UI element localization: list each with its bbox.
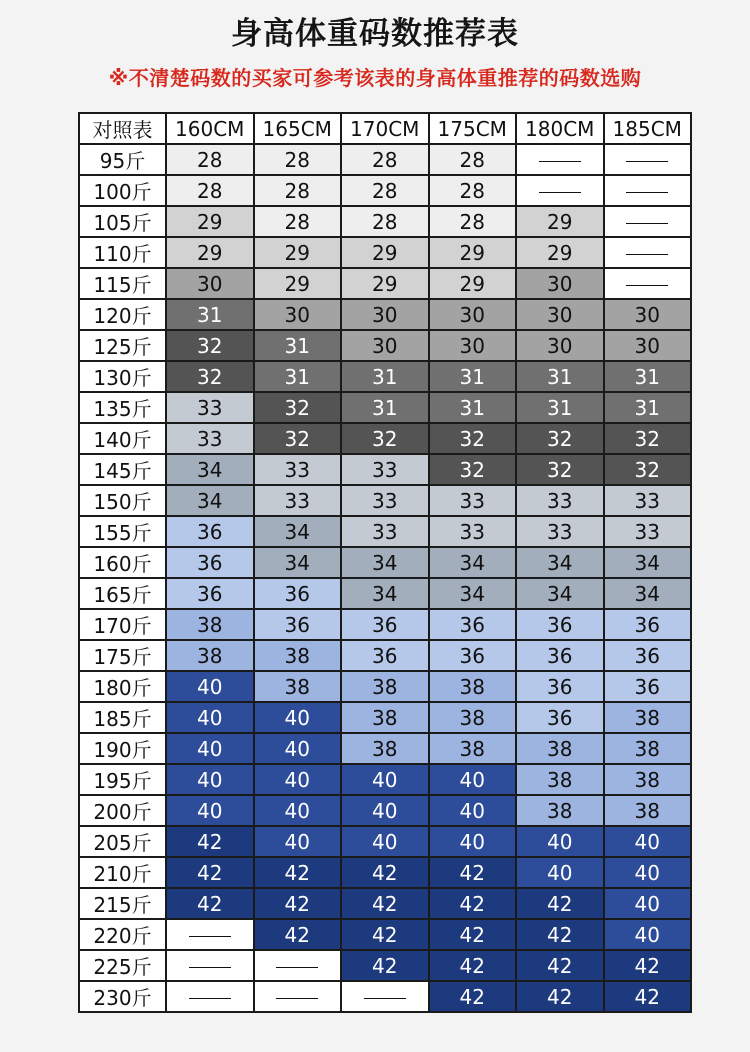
size-cell: 32 [254, 423, 342, 454]
table-row [79, 485, 691, 516]
size-cell: 42 [429, 888, 517, 919]
size-cell: 30 [516, 268, 604, 299]
size-cell: 29 [166, 237, 254, 268]
size-cell-empty [516, 175, 604, 206]
size-cell: 42 [429, 857, 517, 888]
size-cell: 42 [341, 888, 429, 919]
table-row [79, 733, 691, 764]
table-row [79, 547, 691, 578]
size-cell: 29 [429, 268, 517, 299]
table-row [79, 764, 691, 795]
size-cell: 30 [516, 299, 604, 330]
size-cell: 40 [254, 702, 342, 733]
size-cell: 38 [429, 733, 517, 764]
size-cell: 33 [516, 516, 604, 547]
size-cell: 28 [254, 206, 342, 237]
dash-placeholder [364, 998, 406, 999]
weight-row-label: 190斤 [79, 733, 166, 764]
size-cell: 38 [166, 609, 254, 640]
page-subtitle-note: ※不清楚码数的买家可参考该表的身高体重推荐的码数选购 [108, 66, 642, 90]
size-cell: 33 [516, 485, 604, 516]
table-body [79, 144, 691, 1012]
size-cell: 42 [429, 981, 517, 1012]
dash-placeholder [626, 285, 668, 286]
size-cell: 36 [516, 671, 604, 702]
size-cell: 40 [429, 764, 517, 795]
size-cell: 31 [254, 361, 342, 392]
weight-row-label: 185斤 [79, 702, 166, 733]
size-cell: 42 [254, 919, 342, 950]
size-cell: 30 [604, 330, 692, 361]
table-row [79, 640, 691, 671]
page-title: 身高体重码数推荐表 [231, 16, 519, 52]
size-cell: 36 [166, 547, 254, 578]
size-cell: 34 [429, 578, 517, 609]
size-cell: 34 [166, 454, 254, 485]
size-cell: 29 [166, 206, 254, 237]
size-cell: 40 [254, 795, 342, 826]
size-cell: 38 [341, 733, 429, 764]
weight-row-label: 215斤 [79, 888, 166, 919]
size-cell: 31 [429, 361, 517, 392]
size-cell: 42 [516, 981, 604, 1012]
dash-placeholder [539, 192, 581, 193]
weight-row-label: 195斤 [79, 764, 166, 795]
size-cell: 28 [341, 175, 429, 206]
dash-placeholder [276, 998, 318, 999]
table-row [79, 237, 691, 268]
weight-row-label: 120斤 [79, 299, 166, 330]
size-cell: 30 [429, 299, 517, 330]
size-cell-empty [516, 144, 604, 175]
size-cell: 33 [429, 516, 517, 547]
height-column-header: 180CM [516, 113, 604, 144]
size-cell: 28 [166, 144, 254, 175]
weight-row-label: 225斤 [79, 950, 166, 981]
size-cell: 38 [254, 671, 342, 702]
weight-row-label: 130斤 [79, 361, 166, 392]
size-cell: 36 [516, 609, 604, 640]
size-cell: 42 [429, 919, 517, 950]
table-row [79, 578, 691, 609]
table-row [79, 981, 691, 1012]
size-cell: 38 [166, 640, 254, 671]
weight-row-label: 170斤 [79, 609, 166, 640]
size-cell: 42 [254, 857, 342, 888]
size-cell: 38 [604, 764, 692, 795]
size-cell: 40 [166, 795, 254, 826]
size-cell: 42 [341, 950, 429, 981]
weight-row-label: 180斤 [79, 671, 166, 702]
size-cell: 36 [254, 609, 342, 640]
dash-placeholder [189, 967, 231, 968]
height-column-header: 185CM [604, 113, 692, 144]
weight-row-label: 160斤 [79, 547, 166, 578]
size-cell: 28 [254, 175, 342, 206]
dash-placeholder [626, 161, 668, 162]
size-cell: 30 [341, 299, 429, 330]
table-row [79, 516, 691, 547]
size-cell: 36 [166, 578, 254, 609]
weight-row-label: 110斤 [79, 237, 166, 268]
size-cell: 30 [166, 268, 254, 299]
size-cell: 42 [166, 888, 254, 919]
size-cell-empty [604, 144, 692, 175]
table-row [79, 392, 691, 423]
size-cell-empty [604, 268, 692, 299]
size-cell: 40 [341, 795, 429, 826]
table-row [79, 888, 691, 919]
size-cell-empty [341, 981, 429, 1012]
size-cell: 32 [604, 423, 692, 454]
size-cell: 38 [516, 764, 604, 795]
size-cell: 31 [516, 361, 604, 392]
size-cell: 42 [341, 857, 429, 888]
size-cell: 40 [516, 826, 604, 857]
size-cell: 34 [604, 578, 692, 609]
weight-row-label: 115斤 [79, 268, 166, 299]
weight-row-label: 125斤 [79, 330, 166, 361]
size-cell: 40 [166, 671, 254, 702]
table-corner-label: 对照表 [79, 113, 166, 144]
size-cell: 33 [341, 485, 429, 516]
size-cell: 38 [604, 795, 692, 826]
size-cell: 34 [341, 547, 429, 578]
size-cell: 36 [254, 578, 342, 609]
weight-row-label: 155斤 [79, 516, 166, 547]
size-cell: 29 [341, 268, 429, 299]
size-cell: 38 [604, 733, 692, 764]
size-cell: 32 [166, 361, 254, 392]
size-cell: 29 [254, 237, 342, 268]
size-cell: 31 [429, 392, 517, 423]
size-cell: 38 [429, 671, 517, 702]
size-cell: 31 [604, 361, 692, 392]
size-cell: 36 [429, 609, 517, 640]
size-cell: 42 [341, 919, 429, 950]
size-cell: 34 [166, 485, 254, 516]
size-cell: 36 [604, 671, 692, 702]
size-cell: 33 [166, 423, 254, 454]
size-cell: 34 [604, 547, 692, 578]
size-cell: 33 [254, 485, 342, 516]
size-cell: 33 [341, 516, 429, 547]
size-cell: 28 [341, 144, 429, 175]
size-cell: 30 [341, 330, 429, 361]
table-row [79, 299, 691, 330]
size-cell: 42 [166, 826, 254, 857]
weight-row-label: 135斤 [79, 392, 166, 423]
size-cell: 40 [429, 795, 517, 826]
size-recommendation-table [78, 112, 692, 1013]
size-cell: 40 [254, 764, 342, 795]
table-row [79, 826, 691, 857]
table-row [79, 423, 691, 454]
size-cell: 42 [516, 888, 604, 919]
size-cell: 28 [429, 206, 517, 237]
size-cell-empty [166, 919, 254, 950]
size-cell: 30 [604, 299, 692, 330]
size-cell: 42 [604, 950, 692, 981]
size-cell: 29 [429, 237, 517, 268]
size-cell: 33 [604, 485, 692, 516]
size-cell: 38 [429, 702, 517, 733]
size-cell: 40 [604, 919, 692, 950]
size-cell: 29 [516, 206, 604, 237]
size-cell: 31 [166, 299, 254, 330]
table-row [79, 919, 691, 950]
size-cell: 29 [516, 237, 604, 268]
weight-row-label: 230斤 [79, 981, 166, 1012]
size-cell: 40 [166, 733, 254, 764]
size-cell: 33 [254, 454, 342, 485]
size-cell: 36 [604, 609, 692, 640]
table-row [79, 795, 691, 826]
size-cell: 31 [516, 392, 604, 423]
size-cell: 38 [516, 733, 604, 764]
table-row [79, 671, 691, 702]
size-cell: 40 [516, 857, 604, 888]
size-cell: 29 [254, 268, 342, 299]
size-cell: 36 [516, 640, 604, 671]
table-row [79, 857, 691, 888]
size-cell: 36 [516, 702, 604, 733]
size-cell: 38 [516, 795, 604, 826]
weight-row-label: 95斤 [79, 144, 166, 175]
weight-row-label: 220斤 [79, 919, 166, 950]
weight-row-label: 105斤 [79, 206, 166, 237]
size-cell-empty [254, 981, 342, 1012]
size-cell: 32 [254, 392, 342, 423]
size-cell: 28 [341, 206, 429, 237]
size-cell: 29 [341, 237, 429, 268]
size-cell: 32 [429, 423, 517, 454]
height-column-header: 170CM [341, 113, 429, 144]
size-cell: 33 [604, 516, 692, 547]
table-row [79, 330, 691, 361]
size-cell: 40 [254, 826, 342, 857]
size-cell: 40 [166, 764, 254, 795]
size-cell: 42 [166, 857, 254, 888]
table-row [79, 206, 691, 237]
size-cell-empty [166, 950, 254, 981]
size-cell: 40 [341, 764, 429, 795]
size-cell: 34 [254, 516, 342, 547]
weight-row-label: 200斤 [79, 795, 166, 826]
size-cell: 28 [429, 144, 517, 175]
size-cell: 32 [516, 454, 604, 485]
table-row [79, 175, 691, 206]
size-cell: 42 [429, 950, 517, 981]
size-cell-empty [604, 175, 692, 206]
size-cell: 34 [254, 547, 342, 578]
size-cell: 34 [516, 547, 604, 578]
height-column-header: 165CM [254, 113, 342, 144]
size-cell: 28 [429, 175, 517, 206]
weight-row-label: 205斤 [79, 826, 166, 857]
table-row [79, 609, 691, 640]
height-column-header: 175CM [429, 113, 517, 144]
size-cell: 36 [429, 640, 517, 671]
dash-placeholder [189, 936, 231, 937]
size-cell: 38 [341, 702, 429, 733]
size-cell: 30 [254, 299, 342, 330]
size-cell: 31 [604, 392, 692, 423]
height-column-header: 160CM [166, 113, 254, 144]
dash-placeholder [626, 254, 668, 255]
size-cell: 30 [516, 330, 604, 361]
size-cell: 30 [429, 330, 517, 361]
size-cell: 42 [604, 981, 692, 1012]
size-cell: 32 [429, 454, 517, 485]
size-cell-empty [166, 981, 254, 1012]
size-cell: 34 [516, 578, 604, 609]
weight-row-label: 140斤 [79, 423, 166, 454]
table-header-row [79, 113, 691, 144]
size-cell: 40 [604, 888, 692, 919]
size-cell: 31 [341, 392, 429, 423]
size-cell: 42 [254, 888, 342, 919]
size-cell: 36 [166, 516, 254, 547]
weight-row-label: 100斤 [79, 175, 166, 206]
size-cell: 32 [341, 423, 429, 454]
size-cell: 42 [516, 950, 604, 981]
size-cell: 36 [341, 640, 429, 671]
size-cell: 40 [254, 733, 342, 764]
size-cell: 31 [254, 330, 342, 361]
size-cell: 38 [341, 671, 429, 702]
size-cell-empty [254, 950, 342, 981]
table-row [79, 268, 691, 299]
size-cell: 40 [604, 857, 692, 888]
size-cell: 34 [429, 547, 517, 578]
size-cell: 32 [604, 454, 692, 485]
size-cell: 32 [516, 423, 604, 454]
table-row [79, 950, 691, 981]
size-cell: 31 [341, 361, 429, 392]
table-row [79, 454, 691, 485]
size-cell-empty [604, 237, 692, 268]
size-cell: 36 [341, 609, 429, 640]
weight-row-label: 165斤 [79, 578, 166, 609]
size-cell: 38 [254, 640, 342, 671]
dash-placeholder [276, 967, 318, 968]
size-cell: 40 [604, 826, 692, 857]
size-cell-empty [604, 206, 692, 237]
size-cell: 32 [166, 330, 254, 361]
size-cell: 34 [341, 578, 429, 609]
size-cell: 40 [429, 826, 517, 857]
table-row [79, 144, 691, 175]
size-cell: 42 [516, 919, 604, 950]
table-row [79, 702, 691, 733]
size-cell: 33 [429, 485, 517, 516]
weight-row-label: 150斤 [79, 485, 166, 516]
table-row [79, 361, 691, 392]
dash-placeholder [539, 161, 581, 162]
size-cell: 28 [254, 144, 342, 175]
size-cell: 28 [166, 175, 254, 206]
size-cell: 33 [166, 392, 254, 423]
dash-placeholder [626, 223, 668, 224]
dash-placeholder [626, 192, 668, 193]
weight-row-label: 210斤 [79, 857, 166, 888]
dash-placeholder [189, 998, 231, 999]
weight-row-label: 175斤 [79, 640, 166, 671]
size-cell: 40 [341, 826, 429, 857]
size-cell: 33 [341, 454, 429, 485]
size-cell: 36 [604, 640, 692, 671]
size-cell: 38 [604, 702, 692, 733]
size-cell: 40 [166, 702, 254, 733]
weight-row-label: 145斤 [79, 454, 166, 485]
